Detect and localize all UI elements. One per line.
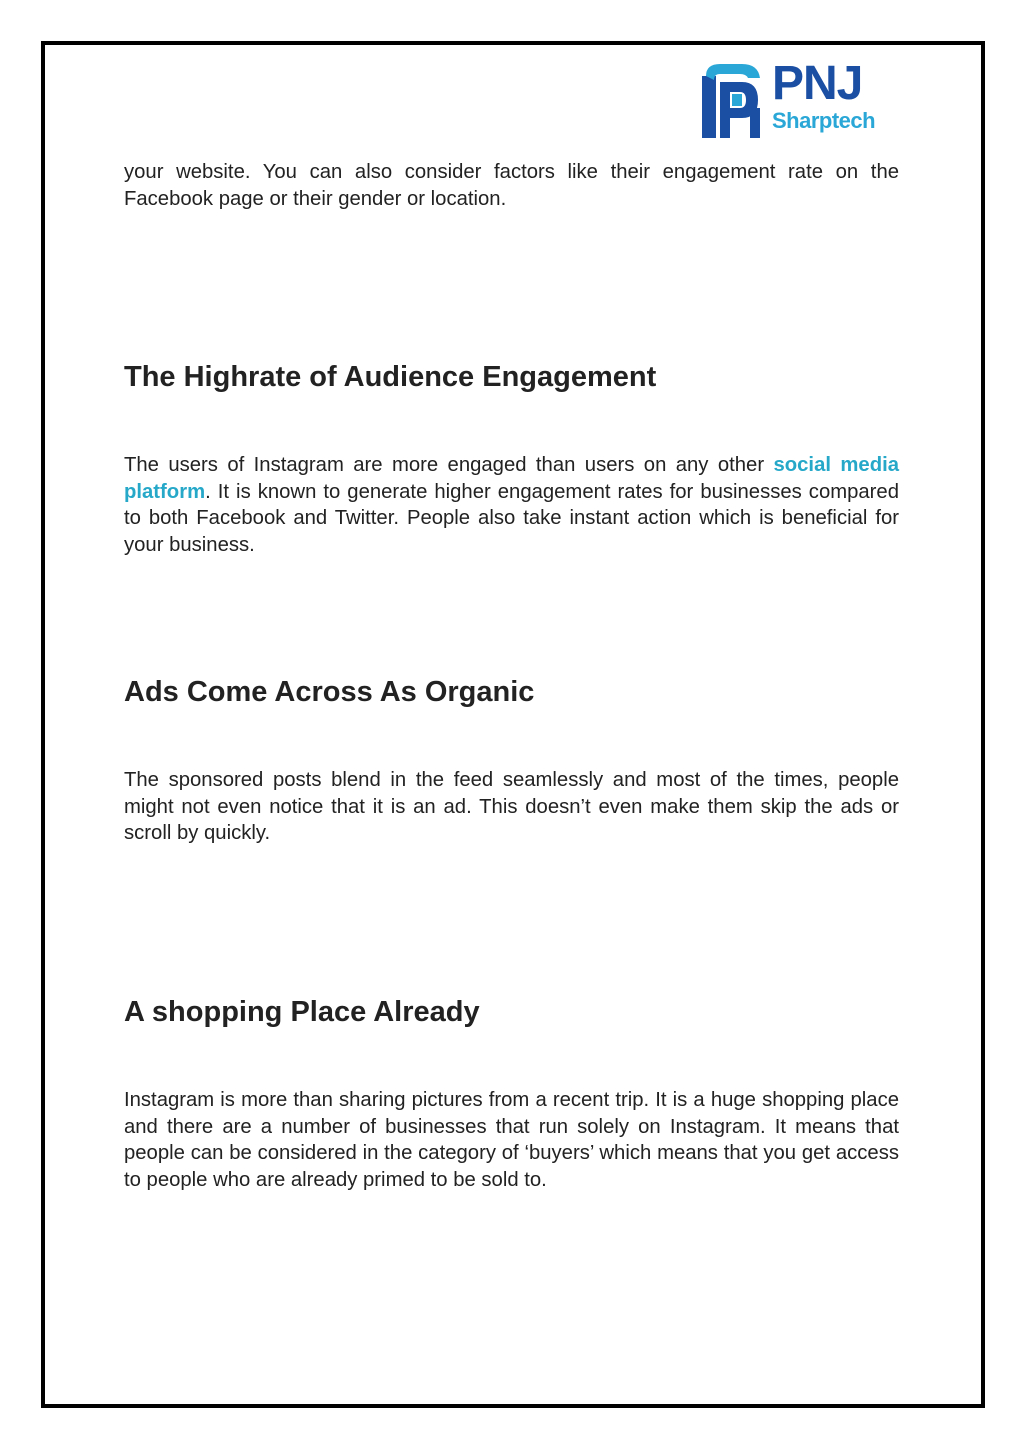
social-media-platform-link[interactable]: social media platform bbox=[124, 454, 899, 503]
paragraph-text: . It is known to generate higher engagement rates for businesses compared to both Facebook and Twitter. People also take instant action which is beneficial for your business. bbox=[124, 480, 899, 557]
section-paragraph: Instagram is more than sharing pictures from a recent trip. It is a huge shopping place and there are a number of businesses that run solely on Instagram. It means that people can be considered in the category of ‘buyers’ which means that you get access to people who are already primed to be sold to. bbox=[124, 1089, 899, 1192]
page-border bbox=[41, 41, 985, 1408]
company-logo bbox=[702, 57, 892, 142]
section-shopping-place bbox=[124, 995, 899, 1029]
intro-paragraph: your website. You can also consider factors like their engagement rate on the Facebook page or their gender or location. bbox=[124, 161, 899, 210]
section-heading: A shopping Place Already bbox=[124, 996, 480, 1028]
section-paragraph: The sponsored posts blend in the feed seamlessly and most of the times, people might not even notice that it is an ad. This doesn’t even make them skip the ads or scroll by quickly. bbox=[124, 769, 899, 845]
paragraph-text: The users of Instagram are more engaged than users on any other bbox=[124, 454, 774, 476]
section-heading: The Highrate of Audience Engagement bbox=[124, 361, 657, 393]
logo-title: PNJ bbox=[772, 57, 863, 110]
intro-block bbox=[124, 159, 899, 212]
logo-subtitle: Sharptech bbox=[772, 108, 876, 133]
section-audience-engagement bbox=[124, 360, 899, 394]
section-paragraph bbox=[124, 452, 899, 559]
section-heading: Ads Come Across As Organic bbox=[124, 676, 535, 708]
section-ads-organic bbox=[124, 675, 899, 709]
section-shopping-place-body bbox=[124, 1087, 899, 1194]
section-ads-organic-body bbox=[124, 767, 899, 847]
pnj-mark-icon bbox=[702, 62, 764, 140]
section-audience-engagement-body bbox=[124, 452, 899, 559]
